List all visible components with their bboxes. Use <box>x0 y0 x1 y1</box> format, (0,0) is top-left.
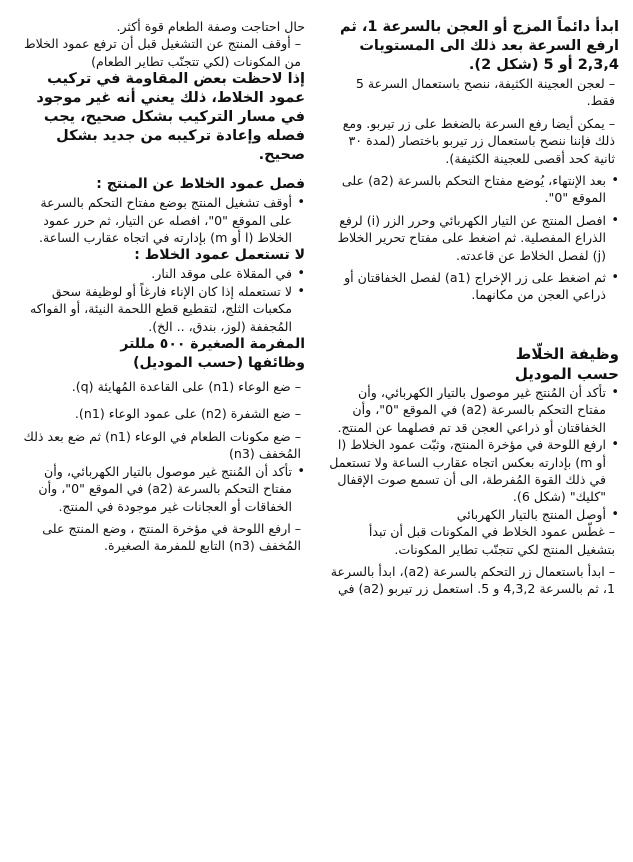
mount-chopper-step: – ارفع اللوحة في مؤخرة المنتج ، وضع المنتج على المُخفف (n3) التابع للمفرمة الصغيرة. <box>42 520 301 554</box>
bullet-check-unplugged: • تأكد أن المُنتج غير موصول بالتيار الكهربائي، وأن مفتاح التحكم بالسرعة (a2) في الموقع "0"، وأن الخفاقتان أو ذراعي العجن قد تم فصلهما عن المنتج. <box>329 384 619 436</box>
detach-heading: فصل عمود الخلاط عن المنتج : <box>96 176 305 193</box>
bullet-pan: • في المقلاة على موقد النار. <box>15 265 305 282</box>
bullet-unplug: • افصل المنتج عن التيار الكهربائي وحرر الزر (i) لرفع الذراع المفصلية. ثم اضغط على مفتاح تحرير الخلاط (j) لفصل الخلاط عن قاعدته. <box>329 212 619 264</box>
right-column <box>329 18 619 854</box>
speed-instruction: ابدأ دائماً المزج أو العجن بالسرعة 1، ثم ارفع السرعة بعد ذلك الى المستويات 2,3,4 أو 5 (شكل 2). <box>339 19 619 73</box>
place-blade-step: – ضع الشفرة (n2) على عمود الوعاء (n1). <box>74 406 301 422</box>
stop-before-lift-note: – أوقف المنتج عن التشغيل قبل أن ترفع عمود الخلاط من المكونات (لكي تتجنّب تطاير الطعام) <box>23 36 301 69</box>
blender-subheading: حسب الموديل <box>514 364 619 383</box>
bullet-plug-in: • أوصل المنتج بالتيار الكهربائي <box>329 506 619 523</box>
left-column <box>15 18 305 854</box>
turbo-note: – يمكن أيضا رفع السرعة بالضغط على زر تيربو. ومع ذلك فإننا ننصح باستعمال زر تيربو باختصار (لمدة ٣٠ ثانية كحد أقصى للعجينة الكثيفة). <box>342 115 615 166</box>
add-ingredients-step: – ضع مكونات الطعام في الوعاء (n1) ثم ضع بعد ذلك المُخفف (n3) <box>23 428 301 462</box>
do-not-use-heading: لا تستعمل عمود الخلاط : <box>134 247 305 264</box>
bullet-eject: • ثم اضغط على زر الإخراج (a1) لفصل الخفاقتان أو ذراعي العجن من مكانهما. <box>329 269 619 304</box>
bullet-chopper-check: • تأكد أن المُنتج غير موصول بالتيار الكهربائي، وأن مفتاح التحكم بالسرعة (a2) في الموقع "0"، وأن الخفاقات أو العجانات غير موجودة في المنتج. <box>15 463 305 515</box>
recipe-note: حال احتاجت وصفة الطعام قوة أكثر. <box>116 19 305 34</box>
dense-dough-note: – لعجن العجينة الكثيفة، ننصح باستعمال السرعة 5 فقط. <box>355 76 615 109</box>
immerse-note: – غطّس عمود الخلاط في المكونات قبل أن تبدأ بتشغيل المنتج لكي تتجنّب تطاير المكونات. <box>368 524 615 557</box>
resistance-warning: إذا لاحظت بعض المقاومة في تركيب عمود الخلاط، ذلك يعني أنه غير موجود في مسار التركيب بشكل صحيح، يجب فصله وإعادة تركيبه من جديد بشكل صحيح. <box>36 71 305 164</box>
bullet-detach: • أوقف تشغيل المنتج بوضع مفتاح التحكم بالسرعة على الموقع "0"، افصله عن التيار، ثم حرر عمود الخلاط (l أو m) بإدارته في اتجاه عقارب الساعة. <box>15 194 305 246</box>
bullet-finish: • بعد الإنتهاء، يُوضع مفتاح التحكم بالسرعة (a2) على الموقع "0". <box>329 172 619 207</box>
chopper-heading: المفرمة الصغيرة ٥٠٠ مللتر <box>120 336 305 353</box>
start-speed-note: – ابدأ باستعمال زر التحكم بالسرعة (a2)، ابدأ بالسرعة 1، ثم بالسرعة 4,3,2 و 5. استعمل زر تيربو (a2) في <box>330 563 615 597</box>
bullet-empty-bowl: • لا تستعمله إذا كان الإناء فارغاً أو لوظيفة سحق مكعبات الثلج، لتقطيع قطع اللحمة النيئة، أو الفواكه المُجففة (لوز، بندق، .. الخ). <box>15 283 305 335</box>
bullet-fix-shaft: • ارفع اللوحة في مؤخرة المنتج، وثبّت عمود الخلاط (l أو m) بإدارته بعكس اتجاه عقارب الساعة ولا تستعمل في ذلك القوة المُفرطة، الى أن تسمع صوت الإقفال "كليك" (شكل 6). <box>329 436 619 506</box>
place-bowl-step: – ضع الوعاء (n1) على القاعدة المُهايئة (q). <box>71 379 301 395</box>
blender-heading: وظيفة الخلّاط <box>515 344 619 363</box>
chopper-subheading: وظائفها (حسب الموديل) <box>133 355 305 372</box>
